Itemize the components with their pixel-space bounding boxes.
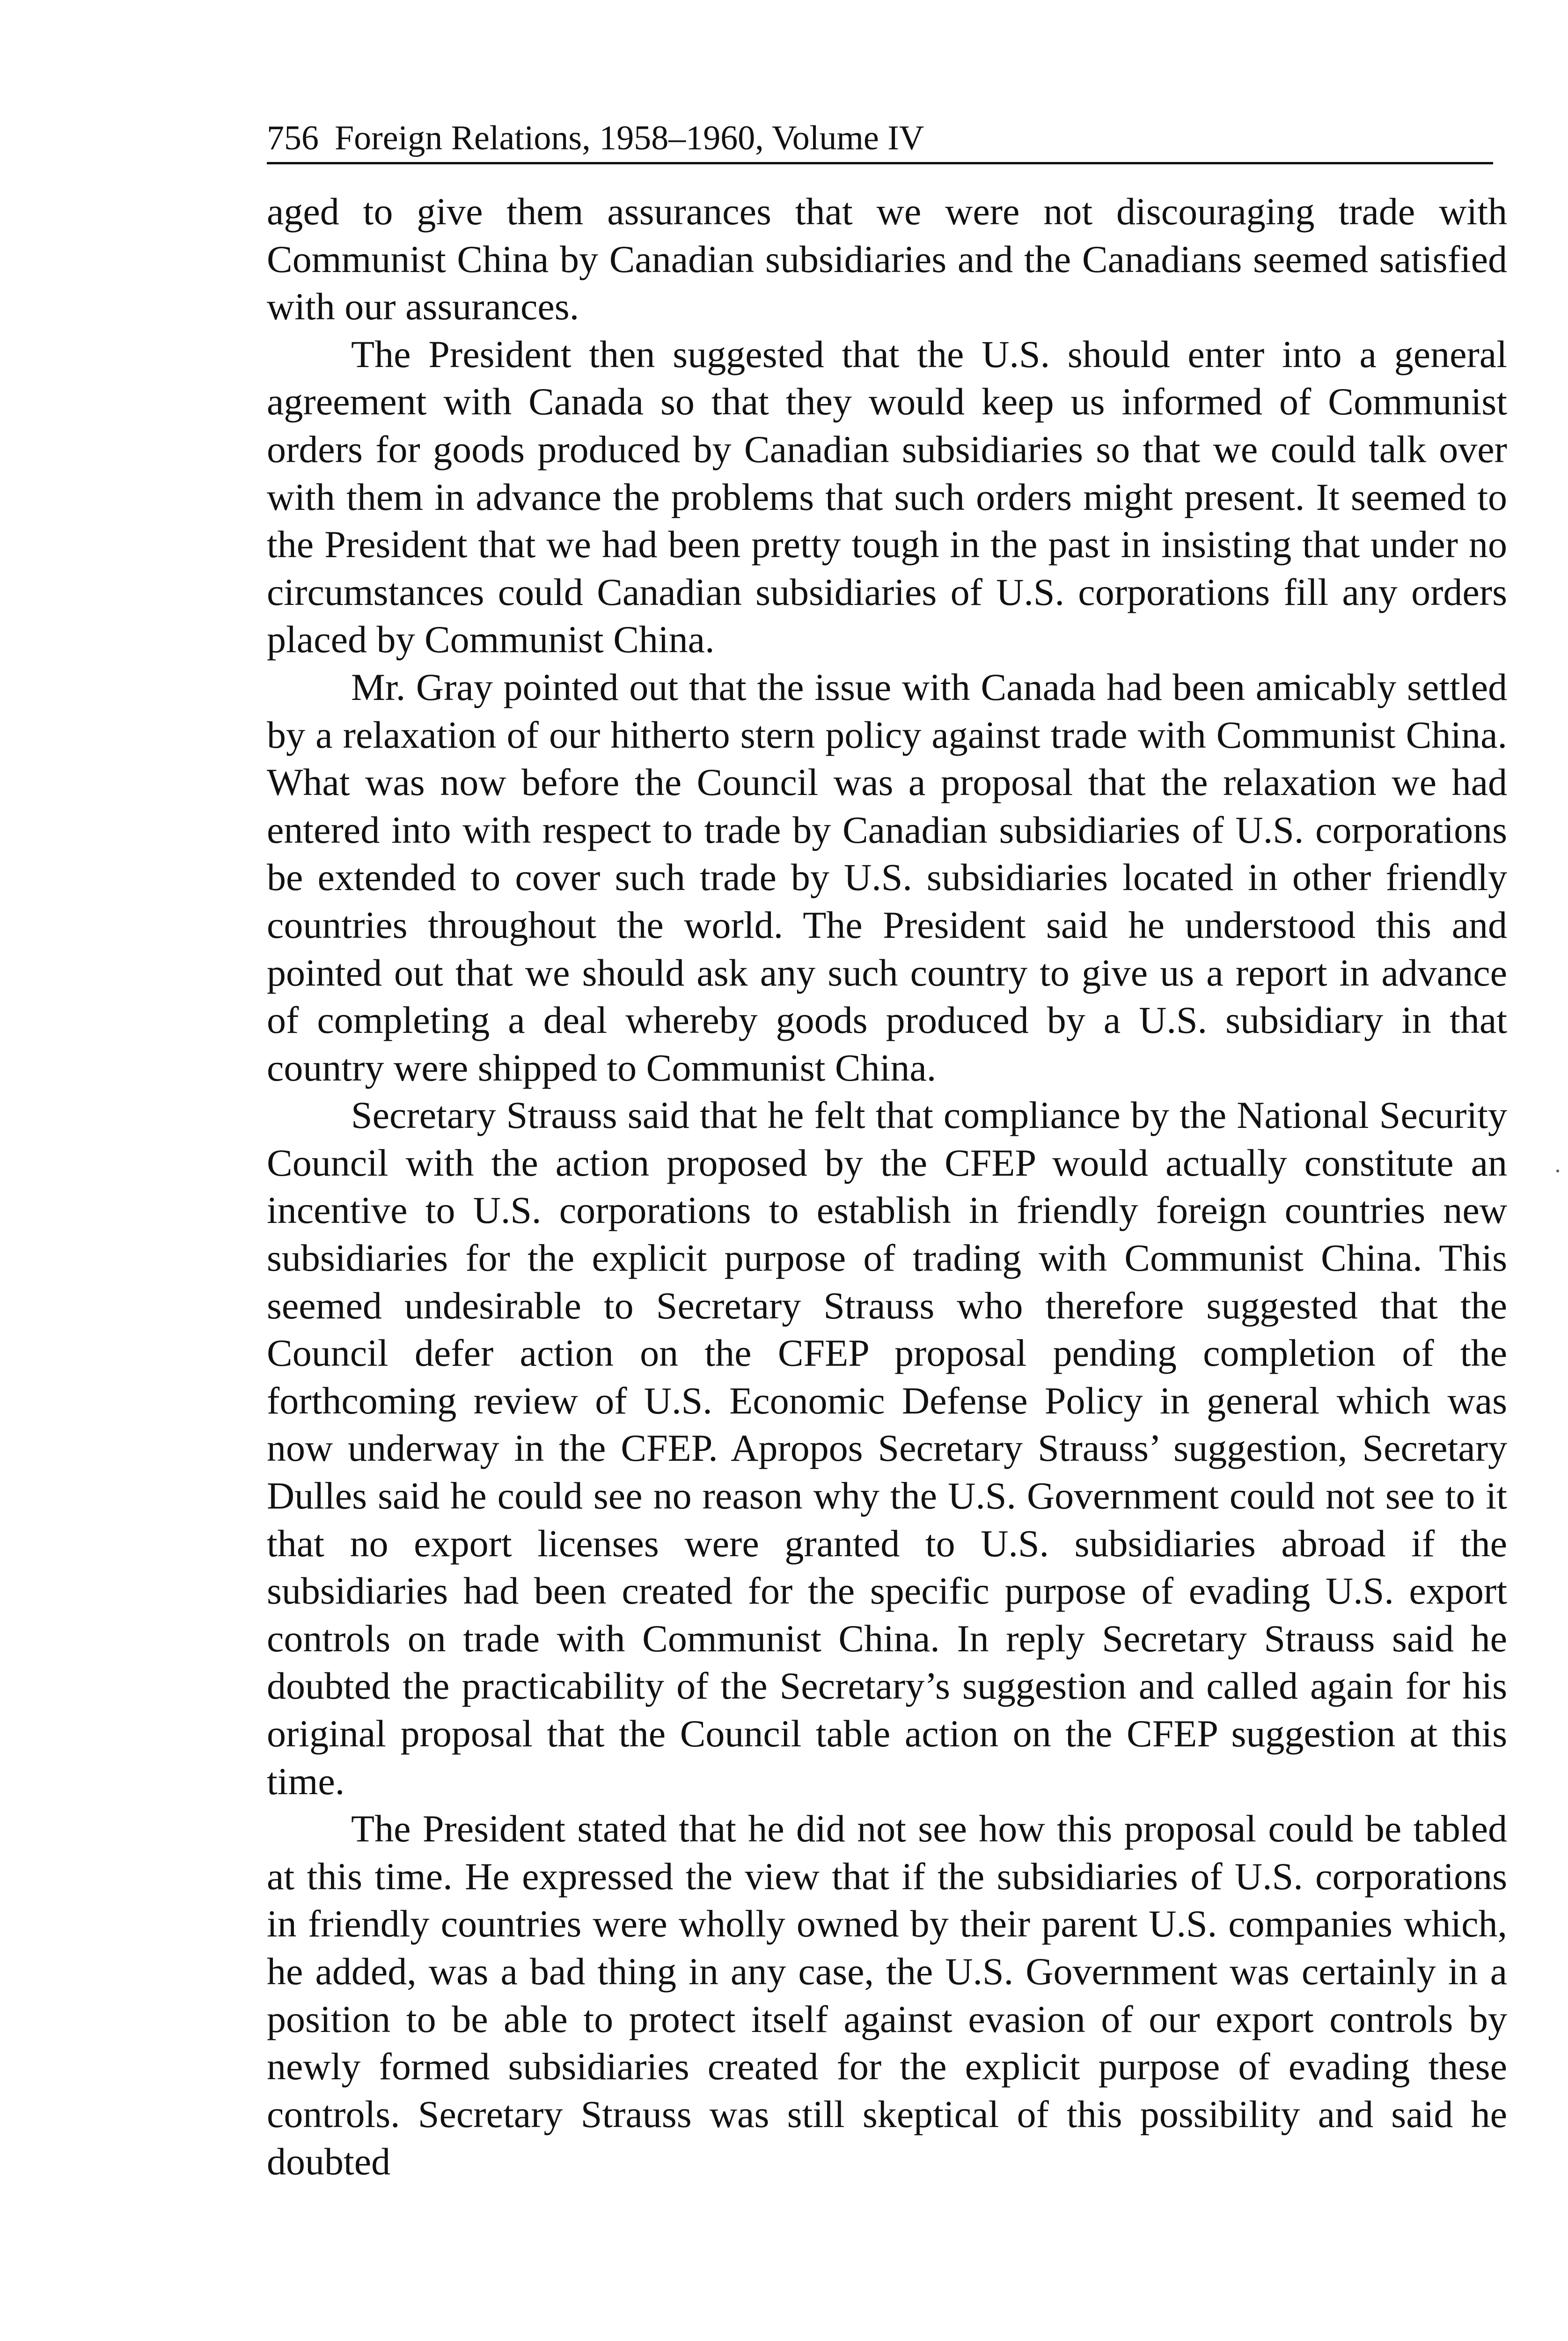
- paragraph: Mr. Gray pointed out that the issue with Canada had been amicably settled by a relaxation of our hitherto stern policy against trade with Communist China. What was now before the Council was a proposal that the relaxation we had entered into with respect to trade by Canadian subsidiaries of U.S. corporations be extended to cover such trade by U.S. subsidiaries located in other friendly countries throughout the world. The President said he understood this and pointed out that we should ask any such country to give us a report in advance of completing a deal whereby goods produced by a U.S. subsidiary in that country were shipped to Communist China.: [267, 665, 1507, 1089]
- running-head: [267, 117, 1493, 164]
- page-content: [267, 117, 1507, 2186]
- paragraph: Secretary Strauss said that he felt that compliance by the National Security Council with the action proposed by the CFEP would actually constitute an incentive to U.S. corporations to establish in friendly foreign countries new subsidiaries for the explicit purpose of trading with Communist China. This seemed undesirable to Secretary Strauss who therefore suggested that the Council defer action on the CFEP proposal pending completion of the forthcoming review of U.S. Economic Defense Policy in general which was now underway in the CFEP. Apropos Secretary Strauss’ suggestion, Secretary Dulles said he could see no reason why the U.S. Government could not see to it that no export licenses were granted to U.S. subsidiaries abroad if the subsidiaries had been created for the specific purpose of evading U.S. export controls on trade with Communist China. In reply Secretary Strauss said he doubted the practicability of the Secretary’s suggestion and called again for his original proposal that the Council table action on the CFEP suggestion at this time.: [267, 1094, 1507, 1803]
- paragraph-continued: aged to give them assurances that we were not discouraging trade with Communist China by Canadian subsidiaries and the Canadians seemed satisfied with our assurances.: [267, 190, 1507, 328]
- body-text: [267, 188, 1507, 2186]
- page-number: 756: [267, 119, 319, 157]
- stray-ink-mark: [1556, 1170, 1559, 1172]
- paragraph: The President then suggested that the U.S. should enter into a general agreement with Canada so that they would keep us informed of Communist orders for goods produced by Canadian subsidiaries so that we could talk over with them in advance the problems that such orders might present. It seemed to the President that we had been pretty tough in the past in insisting that under no circumstances could Canadian subsidiaries of U.S. corporations fill any orders placed by Communist China.: [267, 332, 1507, 661]
- paragraph: The President stated that he did not see how this proposal could be tabled at this time. He expressed the view that if the subsidiaries of U.S. corporations in friendly countries were wholly owned by their parent U.S. companies which, he added, was a bad thing in any case, the U.S. Government was certainly in a position to be able to protect itself against evasion of our export controls by newly formed subsidiaries created for the explicit purpose of evading these controls. Secretary Strauss was still skeptical of this possibility and said he doubted: [267, 1807, 1507, 2183]
- running-title: Foreign Relations, 1958–1960, Volume IV: [335, 119, 924, 157]
